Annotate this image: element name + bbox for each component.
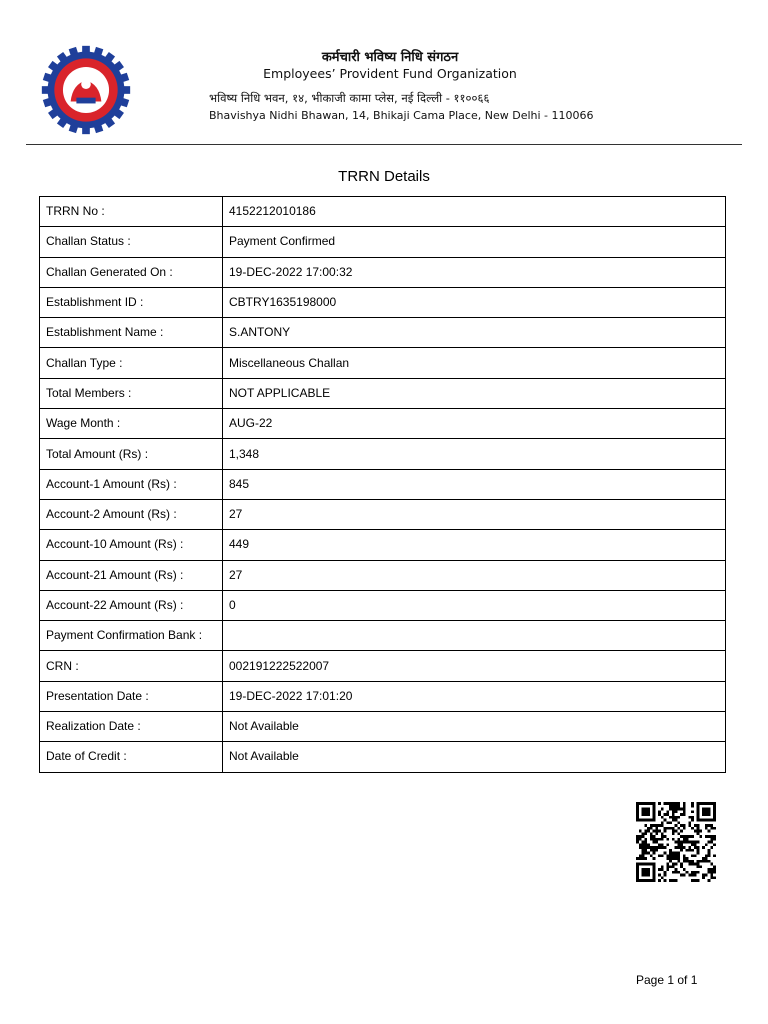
table-row bbox=[40, 257, 726, 287]
row-value: 4152212010186 bbox=[223, 197, 726, 227]
row-label: Establishment Name : bbox=[40, 318, 223, 348]
address-hindi: भविष्य निधि भवन, १४, भीकाजी कामा प्लेस, नई दिल्ली - ११००६६ bbox=[209, 91, 490, 105]
row-value: 27 bbox=[223, 560, 726, 590]
row-label: Establishment ID : bbox=[40, 287, 223, 317]
trrn-details-table bbox=[39, 196, 726, 773]
page-indicator: Page 1 of 1 bbox=[636, 973, 698, 987]
header-divider bbox=[26, 144, 742, 145]
row-value: 27 bbox=[223, 499, 726, 529]
org-name-english: Employees’ Provident Fund Organization bbox=[263, 66, 517, 81]
row-value: Not Available bbox=[223, 712, 726, 742]
row-value: 0 bbox=[223, 590, 726, 620]
table-row bbox=[40, 651, 726, 681]
row-value: 19-DEC-2022 17:00:32 bbox=[223, 257, 726, 287]
row-label: Challan Status : bbox=[40, 227, 223, 257]
row-label: Account-2 Amount (Rs) : bbox=[40, 499, 223, 529]
table-row bbox=[40, 621, 726, 651]
table-row bbox=[40, 560, 726, 590]
table-row bbox=[40, 318, 726, 348]
epfo-logo-icon bbox=[38, 42, 134, 138]
table-row bbox=[40, 439, 726, 469]
row-value: CBTRY1635198000 bbox=[223, 287, 726, 317]
table-row bbox=[40, 197, 726, 227]
row-label: Account-1 Amount (Rs) : bbox=[40, 469, 223, 499]
row-label: Account-21 Amount (Rs) : bbox=[40, 560, 223, 590]
table-row bbox=[40, 469, 726, 499]
table-row bbox=[40, 409, 726, 439]
row-value: 449 bbox=[223, 530, 726, 560]
table-row bbox=[40, 712, 726, 742]
row-value: AUG-22 bbox=[223, 409, 726, 439]
qr-code-icon bbox=[634, 802, 718, 882]
org-name-hindi: कर्मचारी भविष्य निधि संगठन bbox=[321, 50, 459, 65]
row-label: Account-10 Amount (Rs) : bbox=[40, 530, 223, 560]
page-title: TRRN Details bbox=[338, 168, 430, 185]
row-label: Total Members : bbox=[40, 378, 223, 408]
table-row bbox=[40, 499, 726, 529]
row-label: Challan Type : bbox=[40, 348, 223, 378]
table-row bbox=[40, 348, 726, 378]
row-label: TRRN No : bbox=[40, 197, 223, 227]
row-label: Date of Credit : bbox=[40, 742, 223, 772]
table-row bbox=[40, 742, 726, 772]
row-label: Wage Month : bbox=[40, 409, 223, 439]
row-value: NOT APPLICABLE bbox=[223, 378, 726, 408]
row-label: Account-22 Amount (Rs) : bbox=[40, 590, 223, 620]
row-value: Not Available bbox=[223, 742, 726, 772]
table-row bbox=[40, 378, 726, 408]
row-value: S.ANTONY bbox=[223, 318, 726, 348]
row-label: Challan Generated On : bbox=[40, 257, 223, 287]
address-english: Bhavishya Nidhi Bhawan, 14, Bhikaji Cama Place, New Delhi - 110066 bbox=[209, 109, 594, 122]
row-label: CRN : bbox=[40, 651, 223, 681]
table-row bbox=[40, 590, 726, 620]
table-row bbox=[40, 681, 726, 711]
row-label: Presentation Date : bbox=[40, 681, 223, 711]
row-value: 002191222522007 bbox=[223, 651, 726, 681]
row-value: 1,348 bbox=[223, 439, 726, 469]
row-label: Payment Confirmation Bank : bbox=[40, 621, 223, 651]
row-value: 19-DEC-2022 17:01:20 bbox=[223, 681, 726, 711]
row-value: Payment Confirmed bbox=[223, 227, 726, 257]
row-label: Total Amount (Rs) : bbox=[40, 439, 223, 469]
table-row bbox=[40, 530, 726, 560]
row-value bbox=[223, 621, 726, 651]
table-row bbox=[40, 227, 726, 257]
row-label: Realization Date : bbox=[40, 712, 223, 742]
row-value: Miscellaneous Challan bbox=[223, 348, 726, 378]
table-row bbox=[40, 287, 726, 317]
row-value: 845 bbox=[223, 469, 726, 499]
